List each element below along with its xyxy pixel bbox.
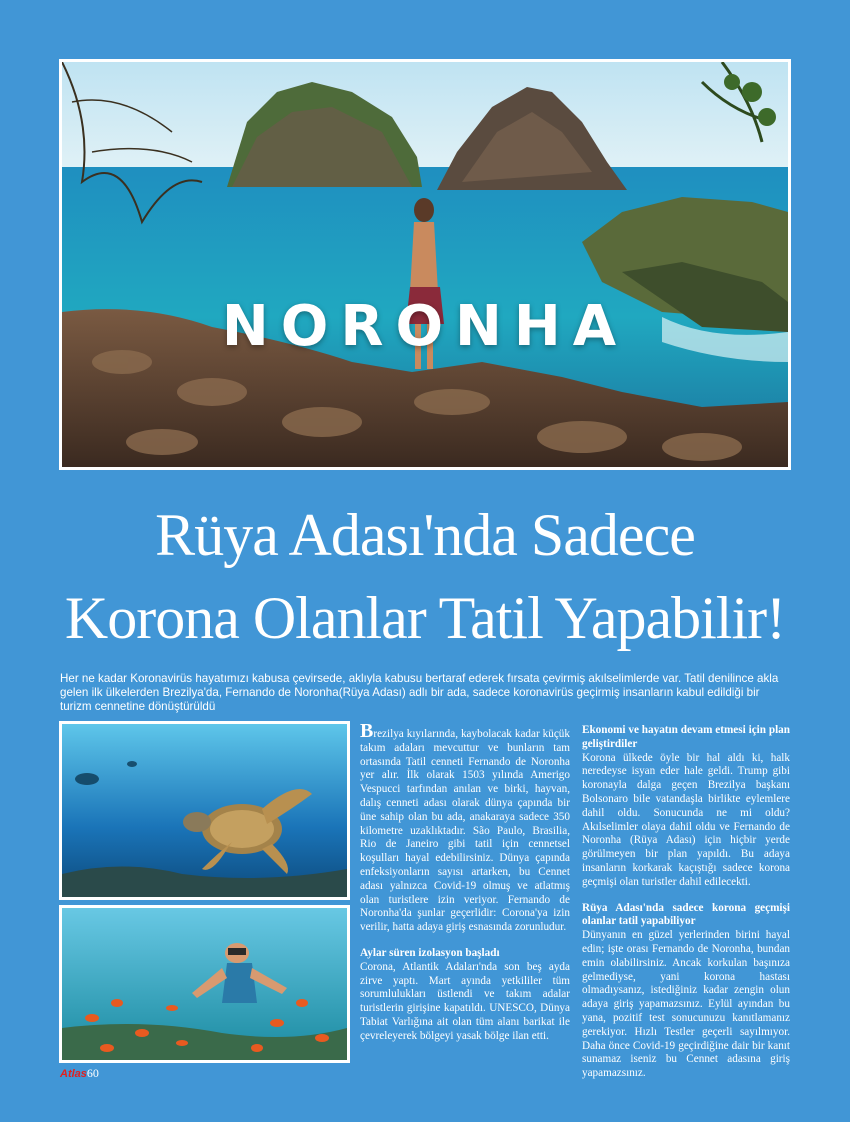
page-footer: [60, 1066, 99, 1081]
column-2-subheading: Aylar süren izolasyon başladı: [360, 946, 500, 959]
column-3-paragraph-2: Dünyanın en güzel yerlerinden birini hayal edin; işte orası Fernando de Noronha, bundan emin olabilirsiniz. Ancak korkulan başınıza gelmediyse, yani korona hastası olmadıysanız, istediğiniz kadar zengin olun adaya giriş yapamazsınız. Eylül ayından bu yana, pozitif test sonucunuzu kanıtlamanız gerekiyor. Hızlı Testler geçerli sayılmıyor. Daha önce Covid-19 geçirdiğine dair bir kanıt sunamaz iseniz bu Cennet adasına giriş yapamazsınız.: [582, 929, 790, 1080]
column-3-subheading-2: Rüya Adası'nda sadece korona geçmişi olanlar tatil yapabiliyor: [582, 901, 790, 928]
headline-line-1: Rüya Adası'nda Sadece: [155, 502, 695, 568]
hero-title: NORONHA: [221, 294, 629, 359]
drop-cap: B: [360, 720, 374, 742]
magazine-logo: Atlas: [60, 1068, 87, 1080]
column-2-paragraph-2: Corona, Atlantik Adaları'nda son beş ayda zirve yaptı. Mart ayında yetkililer tüm sorumlulukları üstlendi ve takım adalar turistlerin girişine kapatıldı. UNESCO, Dünya Tabiat Varlığına ait olan tüm alanı barikat ile çevreleyerek bölgeyi yasak bölge ilan etti.: [360, 960, 570, 1042]
article-column-2: [360, 720, 570, 1056]
column-2-paragraph-1-text: rezilya kıyılarında, kaybolacak kadar küçük takım adaları mevcuttur ve bunların tam ortasında Tatil cenneti Fernando de Noronha yer alır. İlk olarak 1503 yılında Amerigo Vespucci tarfından anılan ve birki, hayvan, dalış cenneti adası olarak dünya çapında bir üne sahip olan bu ada, anakaraya sadece 350 kilometre uzaklıktadır. São Paulo, Brasilia, Rio de Janeiro gibi tatil için cennetsel koşulları hayal edebilirsiniz. Dünya çapında enfeksiyonların sayısı artarken, bu Cennet adası yalnızca Covid-19 olmuş ve atlatmış olan turistlere izin veriyor. Fernando de Noronha'da şunlar geçerlidir: Corona'ya izin verilir, hatta adaya giriş esnasında zorunludur.: [360, 728, 570, 934]
article-column-3: [582, 724, 790, 1093]
column-3-subheading-1: Ekonomi ve hayatın devam etmesi için plan geliştirdiler: [582, 724, 790, 750]
hero-photo: [59, 59, 791, 470]
intro-paragraph: Her ne kadar Koronavirüs hayatımızı kabusa çevirsede, aklıyla kabusu bertaraf ederek fırsata çevirmiş akılselimlerde var. Tatil denilince akla gelen ilk ülkelerden Brezilya'da, Fernando de Noronha(Rüya Adası) adlı bir ada, sadece koronavirüs geçirmiş insanların kabul edildiği bir turizm cennetine dönüştürüldü: [60, 672, 779, 713]
snorkeler-photo: [59, 905, 350, 1063]
column-2-paragraph-1: [360, 720, 570, 935]
column-3-paragraph-1: Korona ülkede öyle bir hal aldı ki, halk neredeyse isyan eder hale geldi. Trump gibi koronayla dalga geçen Brezilya başkanı Bolsonaro bile vatandaşla birlikte eylemlere dahil oldu. Sonucunda ne mi oldu? Akılselimler olaya dahil oldu ve Fernando de Noronha (Rüya Adası) için hiçbir yerde görülmeyen bir plan yapıldı. Bu adaya insanların korkarak kaçıştığı sadece korona geçmişi olan turistler dahil edilecekti.: [582, 751, 790, 888]
page-number: 60: [86, 1066, 99, 1080]
island-landscape-image: [62, 62, 788, 467]
headline-line-2: Korona Olanlar Tatil Yapabilir!: [64, 585, 786, 651]
sea-turtle-photo: [59, 721, 350, 900]
